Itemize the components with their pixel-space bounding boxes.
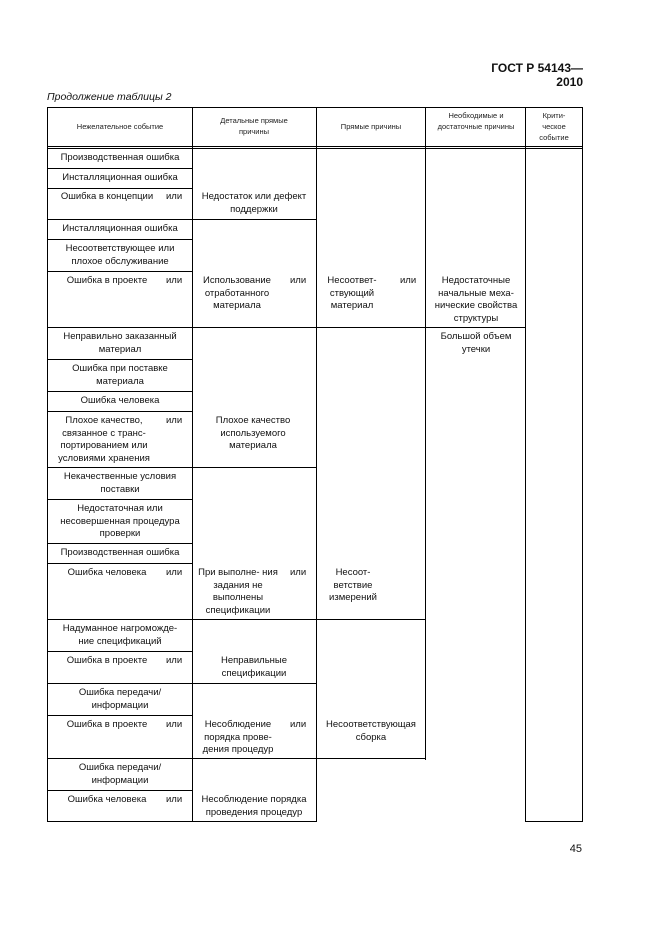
or-label: или bbox=[166, 191, 183, 202]
or-label: или bbox=[166, 794, 183, 805]
table-cell: Несоответствующее или плохое обслуживание bbox=[65, 243, 175, 267]
table-cell: Недостаточная или несовершенная процедура проверки bbox=[60, 503, 180, 539]
table-cell: Ошибка передачи/ информации bbox=[78, 687, 162, 711]
or-label: или bbox=[290, 275, 307, 286]
table-cell: Большой объем утечки bbox=[440, 331, 512, 355]
or-label: или bbox=[166, 655, 183, 666]
table-cell: Неправильные спецификации bbox=[220, 655, 288, 679]
table-cell: Производственная ошибка bbox=[60, 152, 180, 163]
or-label: или bbox=[290, 567, 307, 578]
or-label: или bbox=[166, 415, 183, 426]
table-cell: Использование отработанного материала bbox=[203, 275, 271, 311]
table-cell: Плохое качество используемого материала bbox=[215, 415, 291, 451]
header-undesired-event: Нежелательное событие bbox=[76, 122, 164, 131]
standard-number: ГОСТ Р 54143—2010 bbox=[491, 61, 583, 89]
table-cell: Плохое качество, связанное с транс- портированием или условиями хранения bbox=[58, 415, 150, 464]
table-cell: Ошибка человека bbox=[67, 567, 147, 578]
table-cell: Ошибка передачи/ информации bbox=[78, 762, 162, 786]
table-cell: При выполне- ния задания не выполнены спецификации bbox=[198, 567, 278, 616]
or-label: или bbox=[166, 275, 183, 286]
header-necessary-sufficient-causes: Необходимые и достаточные причины bbox=[437, 111, 515, 131]
table-cell: Ошибка в концепции bbox=[60, 191, 154, 202]
table-cell: Ошибка в проекте bbox=[66, 275, 148, 286]
table-cell: Ошибка при поставке материала bbox=[72, 363, 168, 387]
or-label: или bbox=[400, 275, 417, 286]
table-cell: Недостаточные начальные меха- нические свойства структуры bbox=[434, 275, 518, 324]
table-cell: Несоблюдение порядка прове- дения процедур bbox=[202, 719, 274, 755]
table-cell: Недостаток или дефект поддержки bbox=[201, 191, 307, 215]
table-cell: Несоответствующая сборка bbox=[326, 719, 416, 743]
table-cell: Надуманное нагроможде- ние спецификаций bbox=[62, 623, 178, 647]
table-cell: Производственная ошибка bbox=[60, 547, 180, 558]
table-cell: Ошибка человека bbox=[80, 395, 160, 406]
table-cell: Несоблюдение порядка проведения процедур bbox=[201, 794, 307, 818]
table-cell: Несоот- ветствие измерений bbox=[329, 567, 377, 603]
header-critical-event: Крити- ческое событие bbox=[539, 111, 569, 142]
header-direct-causes: Прямые причины bbox=[340, 122, 402, 131]
table-cell: Ошибка в проекте bbox=[66, 655, 148, 666]
header-detailed-direct-causes: Детальные прямые причины bbox=[220, 116, 288, 136]
page-number: 45 bbox=[569, 843, 582, 855]
table-cell: Несоответ- ствующий материал bbox=[327, 275, 377, 311]
table-cell: Ошибка человека bbox=[67, 794, 147, 805]
table-cell: Инсталляционная ошибка bbox=[62, 223, 178, 234]
or-label: или bbox=[166, 567, 183, 578]
or-label: или bbox=[166, 719, 183, 730]
table-cell: Инсталляционная ошибка bbox=[62, 172, 178, 183]
table-caption: Продолжение таблицы 2 bbox=[47, 91, 172, 103]
table-cell: Ошибка в проекте bbox=[66, 719, 148, 730]
table-cell: Неправильно заказанный материал bbox=[63, 331, 177, 355]
or-label: или bbox=[290, 719, 307, 730]
table-cell: Некачественные условия поставки bbox=[63, 471, 177, 495]
